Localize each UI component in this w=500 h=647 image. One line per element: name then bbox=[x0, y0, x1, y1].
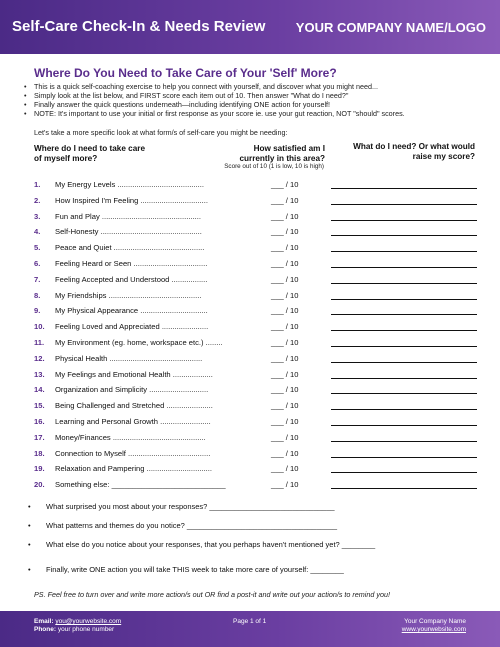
table-row bbox=[0, 433, 500, 447]
item-number: 6. bbox=[34, 259, 41, 268]
question-text: What patterns and themes do you notice? ____________________________________ bbox=[46, 521, 338, 530]
item-number: 4. bbox=[34, 227, 41, 237]
item-label: Relaxation and Pampering ............................... bbox=[55, 464, 213, 474]
intro-item: • Finally answer the quick questions underneath—including identifying ONE action for yourself! bbox=[22, 100, 482, 109]
table-row bbox=[0, 354, 500, 368]
item-number: 12. bbox=[34, 353, 45, 363]
item-number: 5. bbox=[34, 243, 41, 253]
item-label: My Friendships ............................................ bbox=[55, 290, 202, 300]
column-header-satisfaction: How satisfied am I currently in this area? bbox=[239, 144, 325, 163]
score-field[interactable]: ___ / 10 bbox=[271, 180, 299, 189]
needs-answer-line[interactable] bbox=[331, 472, 477, 473]
company-logo-text: YOUR COMPANY NAME/LOGO bbox=[295, 20, 486, 35]
needs-answer-line[interactable] bbox=[331, 330, 477, 331]
question-text: Finally, write ONE action you will take THIS week to take more care of yourself: ________ bbox=[46, 565, 344, 574]
needs-answer-line[interactable] bbox=[331, 378, 477, 379]
score-field[interactable]: ___ / 10 bbox=[271, 385, 299, 395]
table-row bbox=[0, 370, 500, 384]
bullet-icon: • bbox=[28, 540, 31, 549]
score-field[interactable]: ___ / 10 bbox=[271, 322, 299, 332]
score-field[interactable]: ___ / 10 bbox=[271, 243, 299, 253]
question-text: What surprised you most about your responses? ______________________________ bbox=[46, 502, 335, 511]
intro-item: • This is a quick self-coaching exercise to help you connect with yourself, and discover what you might need... bbox=[22, 82, 482, 91]
item-label: Feeling Loved and Appreciated ...................... bbox=[55, 322, 209, 332]
needs-answer-line[interactable] bbox=[331, 314, 477, 315]
needs-answer-line[interactable] bbox=[331, 251, 477, 252]
intro-list bbox=[22, 82, 482, 118]
item-number: 14. bbox=[34, 385, 45, 395]
score-field[interactable]: ___ / 10 bbox=[271, 448, 299, 458]
score-field[interactable]: ___ / 10 bbox=[271, 432, 299, 442]
score-field[interactable]: ___ / 10 bbox=[271, 306, 299, 316]
score-field[interactable]: ___ / 10 bbox=[271, 369, 299, 379]
table-row bbox=[0, 464, 500, 478]
item-number: 9. bbox=[34, 306, 41, 316]
item-number: 13. bbox=[34, 369, 45, 379]
page-footer bbox=[0, 611, 500, 647]
item-label: Being Challenged and Stretched ...................... bbox=[55, 401, 213, 411]
needs-answer-line[interactable] bbox=[331, 267, 477, 268]
item-label: Physical Health ............................................ bbox=[55, 353, 203, 363]
score-field[interactable]: ___ / 10 bbox=[271, 401, 299, 411]
score-field[interactable]: ___ / 10 bbox=[271, 417, 299, 426]
table-row bbox=[0, 322, 500, 336]
table-row bbox=[0, 227, 500, 241]
bullet-icon: • bbox=[28, 521, 31, 530]
needs-answer-line[interactable] bbox=[331, 346, 477, 347]
email-label: Email: bbox=[34, 618, 54, 625]
table-row bbox=[0, 417, 500, 431]
column-header-area: Where do I need to take care of myself more? bbox=[34, 144, 146, 163]
website-link[interactable]: www.yourwebsite.com bbox=[401, 626, 466, 633]
item-label: My Energy Levels ......................................... bbox=[55, 180, 204, 189]
item-number: 10. bbox=[34, 322, 45, 332]
intro-item: • NOTE: It's important to use your initial or first response as your score ie. use your gut reaction, NOT "should" scores. bbox=[22, 109, 482, 118]
column-header-needs: What do I need? Or what would raise my score? bbox=[353, 142, 475, 161]
score-field[interactable]: ___ / 10 bbox=[271, 227, 299, 237]
document-title: Self-Care Check-In & Needs Review bbox=[12, 18, 266, 35]
phone-number: your phone number bbox=[57, 626, 115, 633]
table-row bbox=[0, 449, 500, 463]
table-row bbox=[0, 212, 500, 226]
item-number: 8. bbox=[34, 290, 41, 300]
item-number: 1. bbox=[34, 180, 41, 189]
item-label: How Inspired I'm Feeling ................................ bbox=[55, 195, 208, 205]
score-field[interactable]: ___ / 10 bbox=[271, 195, 299, 205]
table-row bbox=[0, 243, 500, 257]
table-row bbox=[0, 275, 500, 289]
item-number: 16. bbox=[34, 417, 45, 426]
item-label: Peace and Quiet ........................................... bbox=[55, 243, 205, 253]
needs-answer-line[interactable] bbox=[331, 409, 477, 410]
table-row bbox=[0, 401, 500, 415]
score-field[interactable]: ___ / 10 bbox=[271, 464, 299, 474]
company-name: Your Company Name bbox=[404, 618, 466, 625]
item-label: Something else: ___________________________ bbox=[55, 480, 226, 490]
lead-text: Let's take a more specific look at what form/s of self-care you might be needing: bbox=[34, 128, 288, 137]
needs-answer-line[interactable] bbox=[331, 235, 477, 236]
table-row bbox=[0, 259, 500, 273]
item-number: 7. bbox=[34, 274, 41, 284]
table-row bbox=[0, 385, 500, 399]
item-number: 20. bbox=[34, 480, 45, 490]
item-label: Fun and Play ............................................... bbox=[55, 211, 202, 221]
table-row bbox=[0, 291, 500, 305]
item-number: 15. bbox=[34, 401, 45, 411]
needs-answer-line[interactable] bbox=[331, 457, 477, 458]
score-field[interactable]: ___ / 10 bbox=[271, 259, 299, 268]
score-field[interactable]: ___ / 10 bbox=[271, 480, 299, 490]
score-field[interactable]: ___ / 10 bbox=[271, 290, 299, 300]
item-number: 17. bbox=[34, 432, 45, 442]
needs-answer-line[interactable] bbox=[331, 362, 477, 363]
needs-answer-line[interactable] bbox=[331, 393, 477, 394]
item-label: Feeling Heard or Seen ................................... bbox=[55, 259, 208, 268]
item-label: My Environment (eg. home, workspace etc.) ........ bbox=[55, 338, 223, 347]
needs-answer-line[interactable] bbox=[331, 283, 477, 284]
needs-answer-line[interactable] bbox=[331, 425, 477, 426]
phone-label: Phone: bbox=[34, 626, 57, 633]
item-label: Self-Honesty ................................................ bbox=[55, 227, 202, 237]
page-number: Page 1 of 1 bbox=[233, 618, 267, 625]
score-note: Score out of 10 (1 is low, 10 is high) bbox=[224, 163, 324, 170]
page-header bbox=[0, 0, 500, 54]
item-label: My Physical Appearance ................................ bbox=[55, 306, 208, 316]
needs-answer-line[interactable] bbox=[331, 220, 477, 221]
table-row bbox=[0, 480, 500, 494]
needs-answer-line[interactable] bbox=[331, 488, 477, 489]
table-row bbox=[0, 306, 500, 320]
score-field[interactable]: ___ / 10 bbox=[271, 211, 299, 221]
item-number: 18. bbox=[34, 448, 45, 458]
needs-answer-line[interactable] bbox=[331, 188, 477, 189]
table-row bbox=[0, 338, 500, 352]
score-field[interactable]: ___ / 10 bbox=[271, 338, 299, 347]
needs-answer-line[interactable] bbox=[331, 441, 477, 442]
footer-company bbox=[402, 618, 466, 634]
item-number: 19. bbox=[34, 464, 45, 474]
question-text: What else do you notice about your responses, that you perhaps haven't mentioned yet? ________ bbox=[46, 540, 376, 549]
table-row bbox=[0, 196, 500, 210]
item-number: 11. bbox=[34, 338, 45, 347]
item-number: 2. bbox=[34, 195, 41, 205]
item-label: Feeling Accepted and Understood ................. bbox=[55, 274, 208, 284]
item-label: Money/Finances ............................................ bbox=[55, 432, 206, 442]
intro-item: • Simply look at the list below, and FIRST score each item out of 10. Then answer "What do I need?" bbox=[22, 91, 482, 100]
item-label: Organization and Simplicity ............................ bbox=[55, 385, 209, 395]
item-number: 3. bbox=[34, 211, 41, 221]
footer-contact bbox=[34, 618, 121, 634]
score-field[interactable]: ___ / 10 bbox=[271, 274, 299, 284]
item-label: My Feelings and Emotional Health ................... bbox=[55, 369, 213, 379]
score-field[interactable]: ___ / 10 bbox=[271, 353, 299, 363]
ps-note: PS. Feel free to turn over and write more action/s out OR find a post-it and write out your action/s to remind you! bbox=[34, 590, 390, 599]
section-heading: Where Do You Need to Take Care of Your 'Self' More? bbox=[34, 66, 337, 80]
needs-answer-line[interactable] bbox=[331, 299, 477, 300]
bullet-icon: • bbox=[28, 502, 31, 511]
needs-answer-line[interactable] bbox=[331, 204, 477, 205]
email-link[interactable]: you@yourwebsite.com bbox=[55, 618, 122, 625]
bullet-icon: • bbox=[28, 565, 31, 574]
item-label: Learning and Personal Growth ........................ bbox=[55, 417, 211, 426]
table-row bbox=[0, 180, 500, 194]
item-label: Connection to Myself ....................................... bbox=[55, 448, 211, 458]
